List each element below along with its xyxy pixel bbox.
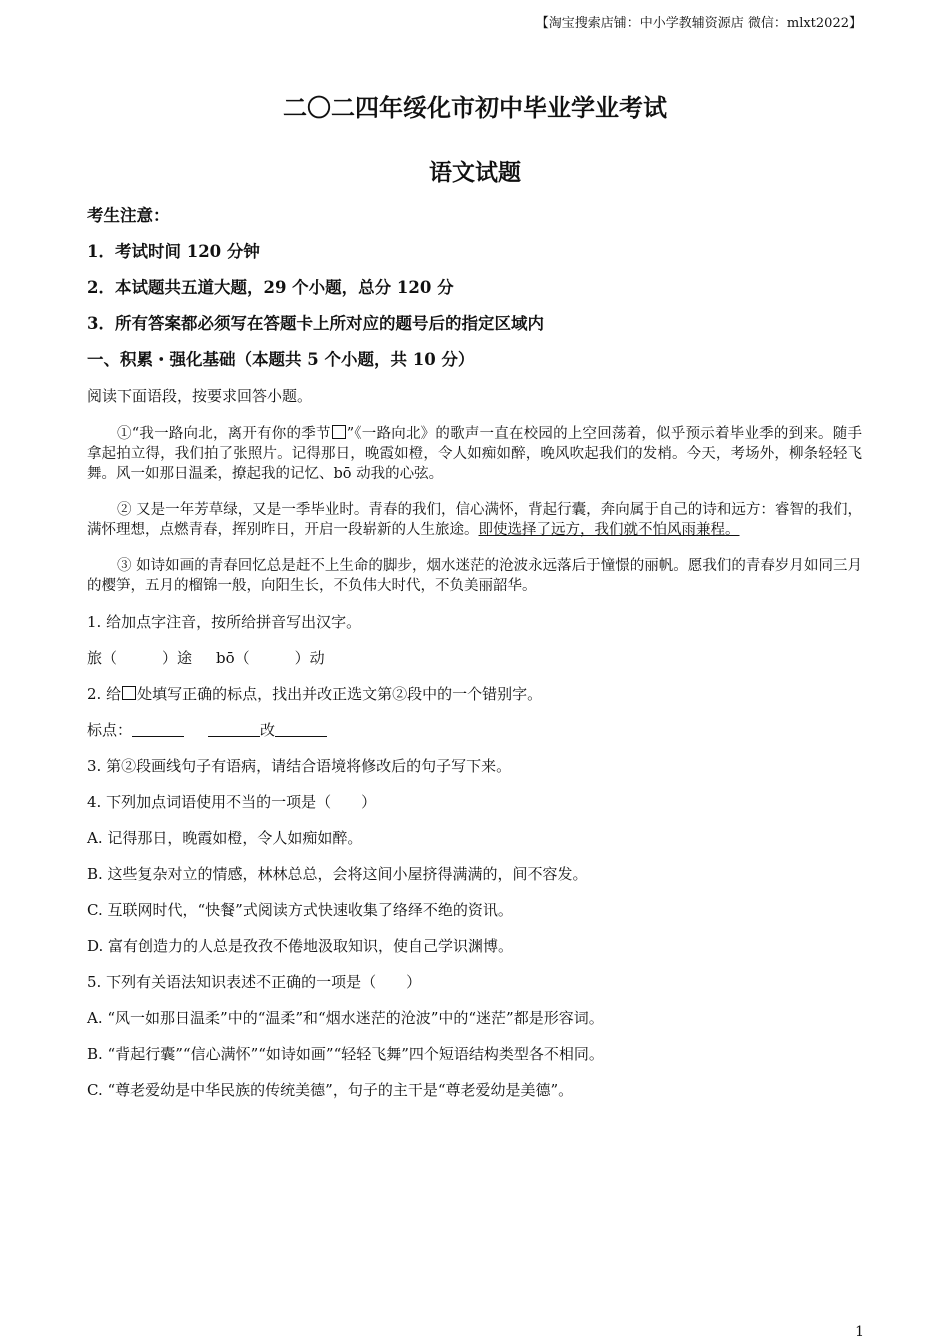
notice-item: 3．所有答案都必须写在答题卡上所对应的题号后的指定区域内 [87, 314, 544, 333]
blank-box-icon [332, 425, 346, 439]
question-3-stem: 3. 第②段画线句子有语病，请结合语境将修改后的句子写下来。 [87, 757, 512, 775]
question-4-option: C. 互联网时代，“快餐”式阅读方式快速收集了络绎不绝的资讯。 [87, 901, 513, 919]
question-4-option: A. 记得那日，晚霞如橙，令人如痴如醉。 [87, 829, 363, 847]
question-4-stem: 4. 下列加点词语使用不当的一项是（ ） [87, 793, 377, 811]
question-1-stem: 1. 给加点字注音，按所给拼音写出汉字。 [87, 613, 362, 631]
question-2-answer-line: 标点： 改 [87, 720, 862, 740]
notice-heading: 考生注意： [87, 206, 170, 225]
exam-subtitle: 语文试题 [429, 159, 521, 186]
section-heading: 一、积累・强化基础（本题共 5 个小题，共 10 分） [87, 350, 475, 369]
question-5-option: A. “风一如那日温柔”中的“温柔”和“烟水迷茫的沧波”中的“迷茫”都是形容词。 [87, 1009, 604, 1027]
question-1-blanks: 旅（ ）途 bō（ ）动 [87, 649, 325, 667]
question-5-option: B. “背起行囊”“信心满怀”“如诗如画”“轻轻飞舞”四个短语结构类型各不相同。 [87, 1045, 604, 1063]
question-4-option: D. 富有创造力的人总是孜孜不倦地汲取知识，使自己学识渊博。 [87, 937, 514, 955]
notice-item: 1．考试时间 120 分钟 [87, 242, 260, 261]
exam-title: 二〇二四年绥化市初中毕业学业考试 [283, 93, 667, 122]
passage-paragraph-3: ③ 如诗如画的青春回忆总是赶不上生命的脚步，烟水迷茫的沧波永远落后于憧憬的丽帆。愿我们的青春岁月如同三月的樱笋，五月的榴锦一般，向阳生长，不负伟大时代，不负美丽韶华。 [87, 558, 862, 594]
question-5-stem: 5. 下列有关语法知识表述不正确的一项是（ ） [87, 973, 422, 991]
exam-content [87, 206, 862, 1116]
header-note: 【淘宝搜索店铺：中小学教辅资源店 微信：mlxt2022】 [535, 16, 862, 31]
question-5-option: C. “尊老爱幼是中华民族的传统美德”，句子的主干是“尊老爱幼是美德”。 [87, 1081, 574, 1099]
reading-passage [87, 424, 862, 596]
section-instruction: 阅读下面语段，按要求回答小题。 [87, 387, 313, 405]
passage-paragraph-2: ② 又是一年芳草绿，又是一季毕业时。青春的我们，信心满怀，背起行囊，奔向属于自己的诗和远方：睿智的我们，满怀理想，点燃青春，挥别昨日，开启一段崭新的人生旅途。即使选择了远方，我们就不怕风雨兼程。 [87, 502, 862, 538]
question-2-stem: 2. 给 处填写正确的标点，找出并改正选文第②段中的一个错别字。 [87, 685, 543, 703]
answer-blank[interactable] [132, 722, 184, 737]
answer-blank[interactable] [208, 722, 260, 737]
notice-item: 2．本试题共五道大题，29 个小题，总分 120 分 [87, 278, 454, 297]
blank-box-icon [122, 686, 136, 700]
question-4-option: B. 这些复杂对立的情感，林林总总，会将这间小屋挤得满满的，间不容发。 [87, 865, 588, 883]
underlined-sentence: 即使选择了远方，我们就不怕风雨兼程。 [478, 522, 740, 538]
page-number: 1 [855, 1324, 864, 1340]
passage-paragraph-1: ①“我一路向北，离开有你的季节 ”《一路向北》的歌声一直在校园的上空回荡着，似乎预示着毕业季的到来。随手拿起拍立得，我们拍了张照片。记得那日，晚霞如橙，令人如痴如醉，晚风吹起我们的发梢。今天，考场外，柳条轻轻飞舞。风一如那日温柔，撩起我的记忆、bō 动我的心弦。 [87, 426, 862, 482]
answer-blank[interactable] [275, 722, 327, 737]
